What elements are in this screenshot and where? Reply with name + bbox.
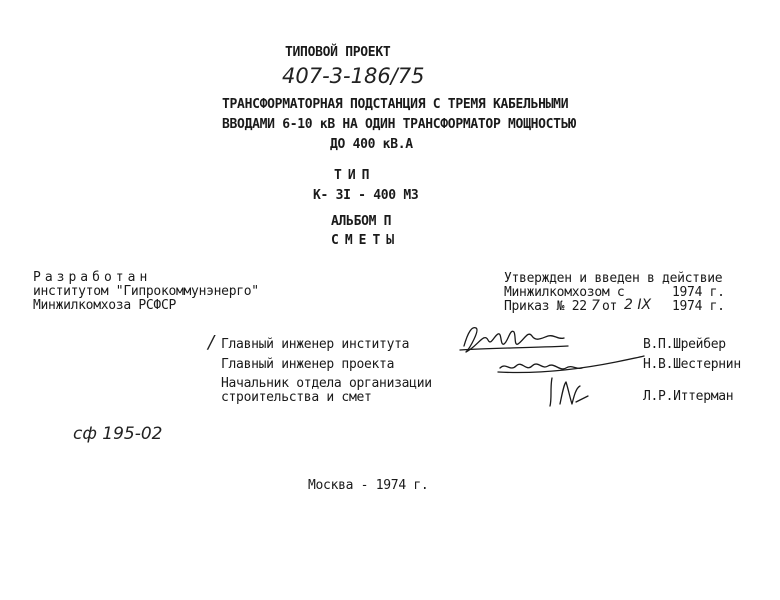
developer-label: Разработан [33, 270, 152, 285]
approval-line-3-year: 1974 г. [672, 299, 725, 314]
approval-handwritten-number: 7 [591, 298, 600, 314]
signatory-name-3: Л.Р.Иттерман [643, 389, 734, 404]
signatory-role-3-line-1: Начальник отдела организации [221, 376, 432, 391]
project-label: ТИПОВОЙ ПРОЕКТ [285, 45, 391, 60]
type-code: К- 3I - 400 МЗ [313, 188, 419, 203]
footer-city-year: Москва - 1974 г. [308, 478, 429, 493]
signatory-name-1: В.П.Шрейбер [643, 337, 726, 352]
approval-handwritten-date: 2 IX [624, 297, 652, 313]
title-line-1: ТРАНСФОРМАТОРНАЯ ПОДСТАНЦИЯ С ТРЕМЯ КАБЕЛЬНЫМИ [222, 97, 569, 112]
title-line-3: ДО 400 кВ.А [330, 137, 413, 152]
signatory-name-2: Н.В.Шестернин [643, 357, 741, 372]
signatory-role-1: Главный инженер института [221, 337, 410, 352]
approval-line-2-left: Минжилкомхозом с [504, 285, 625, 300]
developer-line-2: Минжилкомхоза РСФСР [33, 298, 177, 313]
developer-line-1: институтом "Гипрокоммунэнерго" [33, 284, 259, 299]
project-number: 407-3-186/75 [282, 64, 425, 88]
signatory-role-3-line-2: строительства и смет [221, 390, 372, 405]
archive-code: сф 195-02 [73, 424, 163, 444]
margin-mark: / [208, 332, 215, 353]
type-label: ТИП [334, 168, 376, 183]
approval-line-3-mid: от [602, 299, 618, 314]
signatory-role-2: Главный инженер проекта [221, 357, 395, 372]
signature-3 [546, 374, 596, 414]
album-label: АЛЬБОМ П [331, 214, 392, 229]
section-label: СМЕТЫ [331, 233, 401, 248]
approval-line-2-year: 1974 г. [672, 285, 725, 300]
approval-line-1: Утвержден и введен в действие [504, 271, 723, 286]
title-line-2: ВВОДАМИ 6-10 кВ НА ОДИН ТРАНСФОРМАТОР МОЩНОСТЬЮ [222, 117, 576, 132]
approval-line-3-left: Приказ № 22 [504, 299, 587, 314]
